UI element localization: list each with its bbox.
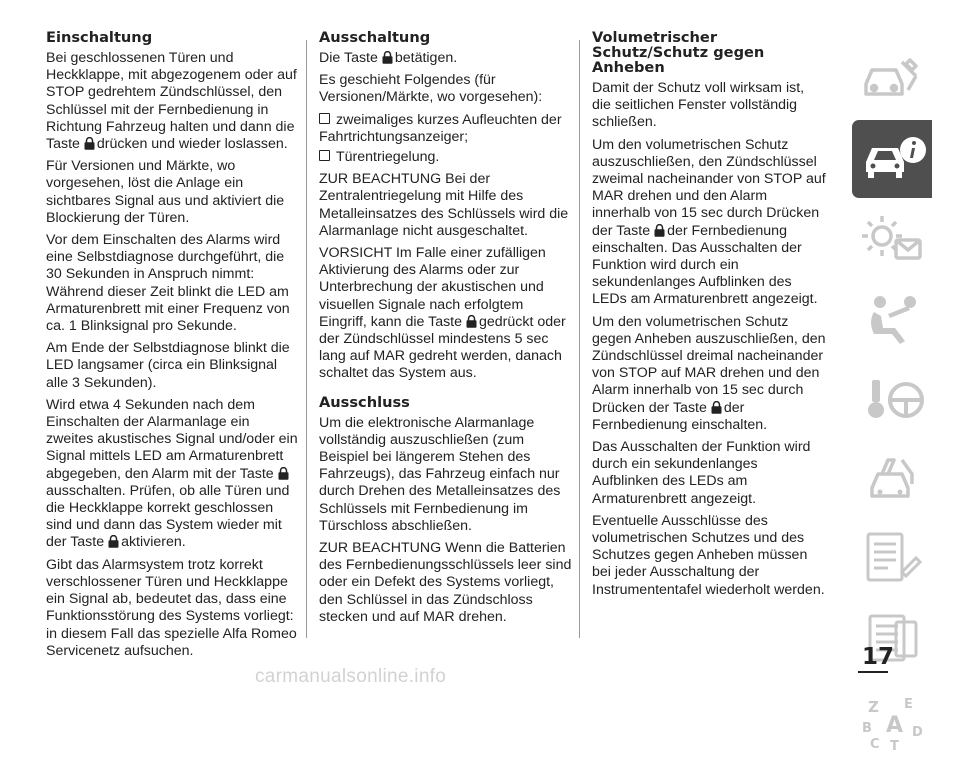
paragraph-text: ausschalten. Prüfen, ob alle Türen und die Heckklappe korrekt geschlossen sind und dann das System wieder mit der Taste (46, 482, 290, 551)
paragraph-text: Um den volumetrischen Schutz gegen Anheben auszuschließen, den Zündschlüssel dreimal nacheinander von STOP auf MAR drehen und den Alarm innerhalb von 15 sec durch Drücken der Taste (592, 313, 826, 416)
paragraph: ZUR BEACHTUNG Bei der Zentralentriegelung mit Hilfe des Metalleinsatzes des Schlüssels wird die Alarmanlage nicht ausgeschaltet. (319, 171, 569, 239)
bullet-text: zweimaliges kurzes Aufleuchten der Fahrtrichtungsanzeiger; (319, 111, 562, 145)
paragraph-text: betätigen. (394, 50, 458, 66)
bullet-text: Türentriegelung. (336, 149, 440, 166)
bullet-square-icon (319, 113, 330, 124)
key-steering-wheel-icon (852, 360, 932, 438)
column-divider (306, 40, 307, 638)
index-letter: E (904, 697, 913, 712)
column-ausschaltung (319, 30, 573, 631)
paragraph: ZUR BEACHTUNG Wenn die Batterien des Fernbedienungsschlüssels leer sind oder ein Defekt des Systems vorliegt, den Schlüssel in das Zündschloss stecken und auf MAR drehen. (319, 540, 572, 625)
heading-volumetrischer-schutz: Volumetrischer Schutz/Schutz gegen Anheben (592, 29, 765, 76)
tab-maintenance-list[interactable] (852, 520, 932, 598)
bullet-item (319, 112, 573, 146)
paragraph: Vor dem Einschalten des Alarms wird eine Selbstdiagnose durchgeführt, die 30 Sekunden in Anspruch nimmt: Während dieser Zeit blinkt die LED am Armaturenbrett mit einer Frequenz von ca. 1 Blinksignal pro Sekunde. (46, 232, 290, 335)
index-letter: T (890, 739, 899, 754)
paragraph (319, 245, 573, 383)
paragraph-text: gedrückt oder der Zündschlüssel mindestens 5 sec lang auf MAR gedreht werden, danach schaltet das System aus. (319, 313, 566, 382)
column-einschaltung (46, 30, 298, 665)
lock-button-icon (108, 535, 119, 548)
seat-airbag-icon (852, 280, 932, 358)
heading-ausschluss: Ausschluss (319, 393, 410, 411)
paragraph-text: der Fernbedienung einschalten. (592, 399, 768, 433)
lock-button-icon (84, 137, 95, 150)
paragraph (319, 50, 573, 67)
unlock-button-icon (382, 51, 393, 64)
paragraph (592, 314, 826, 434)
paragraph (592, 137, 826, 309)
warning-lights-icon (852, 200, 932, 278)
paragraph: Um die elektronische Alarmanlage vollständig auszuschließen (zum Beispiel bei längerem Stehen des Fahrzeugs), das Fahrzeug einfach nur durch Drehen des Metalleinsatzes des Schlüssels mit Fernbedienung im Türschloss abschließen. (319, 414, 561, 534)
tab-key-steering-wheel[interactable] (852, 360, 932, 438)
index-letter: C (870, 737, 880, 752)
lock-button-icon (711, 401, 722, 414)
index-letter: Z (868, 698, 879, 716)
unlock-button-icon (466, 315, 477, 328)
paragraph-text: VORSICHT Im Falle einer zufälligen Aktivierung des Alarms oder zur Unterbrechung der akustischen und visuellen Signale nach erfolgtem Eingriff, kann die Taste (319, 245, 546, 330)
paragraph-text: Um den volumetrischen Schutz auszuschließen, den Zündschlüssel zweimal nacheinander von STOP auf MAR drehen und den Alarm innerhalb von 15 sec durch Drücken der Taste (592, 136, 826, 239)
tab-seat-airbag[interactable] (852, 280, 932, 358)
paragraph-text: der Fernbedienung einschalten. Das Ausschalten der Funktion wird durch ein sekundenlanges Aufblinken des LEDs am Armaturenbrett angezeigt. (592, 222, 818, 308)
paragraph: Das Ausschalten der Funktion wird durch ein sekundenlanges Aufblinken des LEDs am Armaturenbrett angezeigt. (592, 439, 811, 507)
index-letter: B (862, 721, 872, 736)
lock-button-icon (654, 224, 665, 237)
tab-car-tools[interactable] (852, 40, 932, 118)
paragraph: Gibt das Alarmsystem trotz korrekt verschlossener Türen und Heckklappe ein Signal ab, bedeutet das, dass eine Funktionsstörung des Systems vorliegt: in diesem Fall das spezielle Alfa Romeo Servicenetz aufsuchen. (46, 556, 297, 659)
paragraph: Für Versionen und Märkte, wo vorgesehen, löst die Anlage ein sichtbares Signal aus und aktiviert die Blockierung der Türen. (46, 158, 285, 226)
index-letter: A (886, 713, 904, 738)
bullet-square-icon (319, 150, 330, 161)
bullet-item (319, 149, 573, 166)
tab-car-info[interactable] (852, 120, 932, 198)
car-tools-icon (852, 40, 932, 118)
column-divider (579, 40, 580, 638)
paragraph-text: drücken und wieder loslassen. (96, 136, 288, 153)
paragraph-text: Wird etwa 4 Sekunden nach dem Einschalten der Alarmanlage ein zweites akustisches Signal und/oder ein Signal mittels LED am Armaturenbrett abgegeben, den Alarm mit der Taste (46, 396, 298, 482)
index-letter: D (912, 725, 923, 740)
paragraph-text: aktivieren. (121, 534, 186, 551)
paragraph (46, 50, 298, 153)
paragraph (46, 397, 298, 552)
paragraph: Eventuelle Ausschlüsse des volumetrischen Schutzes und des Schutzes gegen Anheben müssen bei jeder Ausschaltung der Instrumententafel wiederholt werden. (592, 512, 825, 598)
paragraph-text: Die Taste (319, 50, 378, 66)
maintenance-list-icon (852, 520, 932, 598)
watermark: carmanualsonline.info (255, 666, 447, 687)
paragraph: Es geschieht Folgendes (für Versionen/Märkte, wo vorgesehen): (319, 72, 543, 106)
column-volumetrischer-schutz (592, 30, 826, 604)
tab-car-tow[interactable] (852, 440, 932, 518)
page-number-underline (858, 671, 888, 673)
paragraph: Am Ende der Selbstdiagnose blinkt die LED langsamer (circa ein Blinksignal alle 3 Sekunden). (46, 340, 290, 391)
heading-ausschaltung: Ausschaltung (319, 29, 431, 46)
paragraph-text: Bei geschlossenen Türen und Heckklappe, mit abgezogenem oder auf STOP gedrehtem Zündschlüssel, den Schlüssel mit der Fernbedienung in Richtung Fahrzeug halten und dann die Taste (46, 50, 297, 153)
car-info-icon (852, 120, 932, 198)
alphabetical-index-icon (852, 680, 932, 758)
lock-button-icon (278, 467, 289, 480)
paragraph: Damit der Schutz voll wirksam ist, die seitlichen Fenster vollständig schließen. (592, 80, 805, 131)
car-tow-icon (852, 440, 932, 518)
heading-einschaltung: Einschaltung (46, 29, 153, 46)
tab-alphabetical-index[interactable] (852, 680, 932, 758)
page-number: 17 (861, 644, 894, 670)
tab-warning-lights[interactable] (852, 200, 932, 278)
